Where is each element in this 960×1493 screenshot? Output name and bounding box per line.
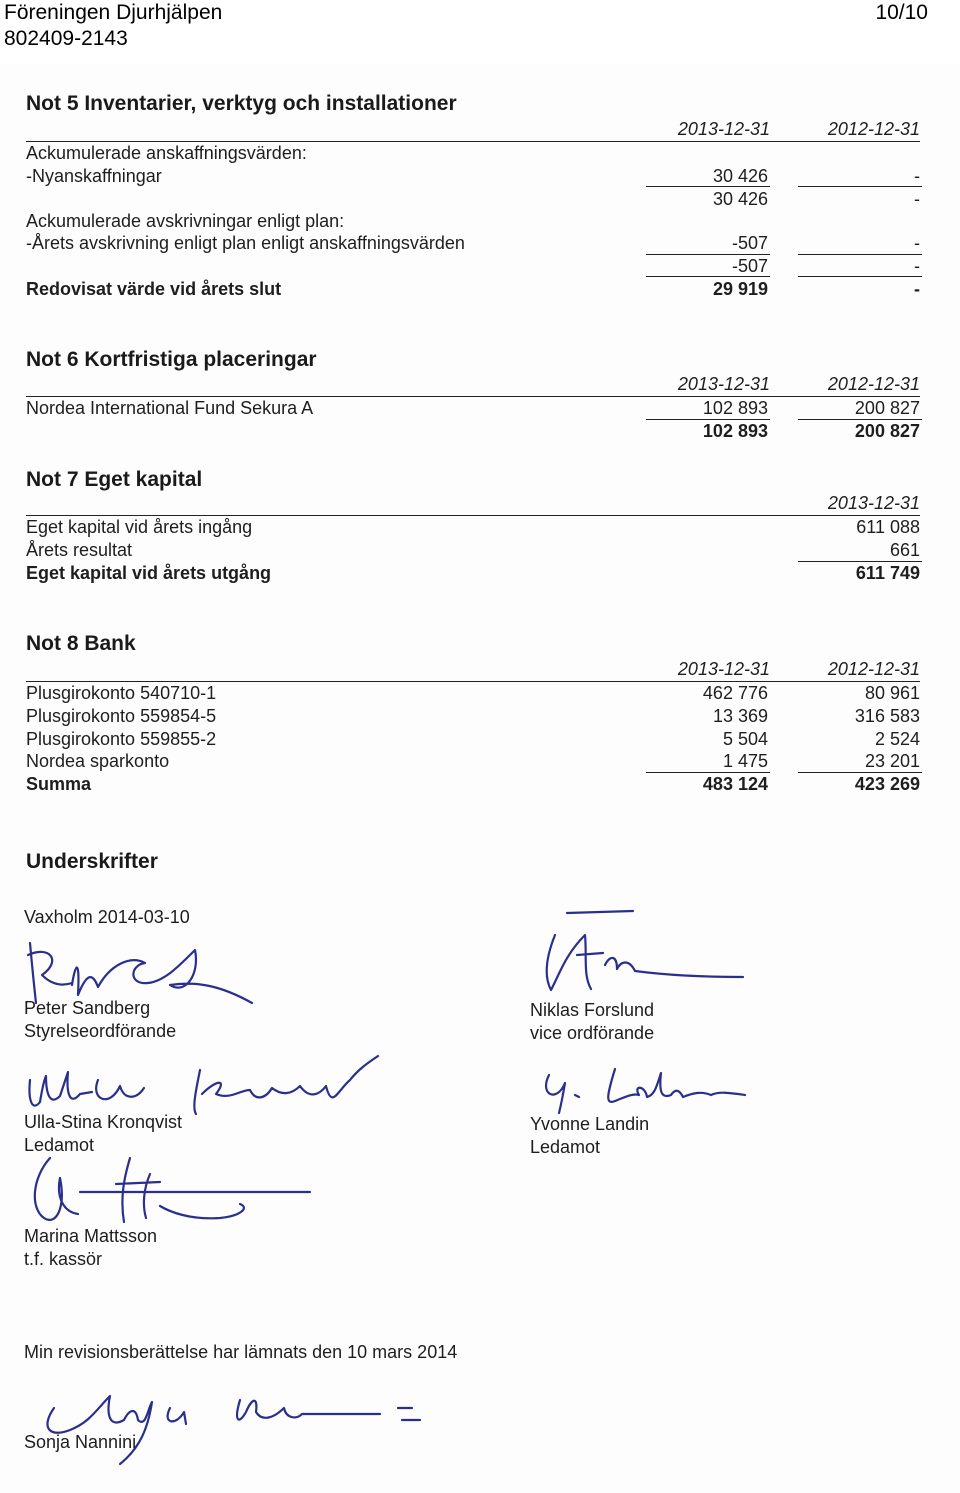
sum-underline xyxy=(798,186,922,187)
note6-value: 200 827 xyxy=(854,398,920,418)
note5-col1-header: 2013-12-31 xyxy=(677,119,770,139)
note8-value: 316 583 xyxy=(854,706,920,726)
note5-label: Ackumulerade avskrivningar enligt plan: xyxy=(26,211,345,231)
note8-value: 2 524 xyxy=(874,729,920,749)
note5-label: Redovisat värde vid årets slut xyxy=(26,279,282,299)
note5-value: 29 919 xyxy=(712,279,768,299)
note5-value: - xyxy=(914,256,920,276)
signer-role: Ledamot xyxy=(24,1135,95,1155)
note5-value: 30 426 xyxy=(712,166,768,186)
signer-name: Niklas Forslund xyxy=(530,1000,655,1020)
note7-label: Eget kapital vid årets ingång xyxy=(26,517,253,537)
page-number: 10/10 xyxy=(875,1,928,24)
signer-role: vice ordförande xyxy=(530,1023,655,1043)
note5-value: -507 xyxy=(731,256,768,276)
note6-col2-header: 2012-12-31 xyxy=(827,374,920,394)
note8-label: Nordea sparkonto xyxy=(26,751,170,771)
signature-yvonne-landin xyxy=(535,1055,765,1115)
sum-underline xyxy=(646,772,770,773)
note8-rule xyxy=(26,681,920,682)
note8-value: 5 504 xyxy=(722,729,768,749)
note5-rule xyxy=(26,141,920,142)
note6-value: 102 893 xyxy=(702,421,768,441)
sum-underline xyxy=(646,254,770,255)
note7-rule xyxy=(26,515,920,516)
place-date: Vaxholm 2014-03-10 xyxy=(24,907,190,927)
auditor-name: Sonja Nannini xyxy=(24,1432,137,1452)
sum-underline xyxy=(798,419,922,420)
signatures-title: Underskrifter xyxy=(26,850,158,873)
note5-label: -Årets avskrivning enligt plan enligt anskaffningsvärden xyxy=(26,233,465,253)
note5-value: - xyxy=(914,166,920,186)
note5-value: - xyxy=(914,233,920,253)
sum-underline xyxy=(646,419,770,420)
signature-niklas-forslund xyxy=(525,905,755,1000)
note5-value: 30 426 xyxy=(712,189,768,209)
note6-col1-header: 2013-12-31 xyxy=(677,374,770,394)
note5-value: - xyxy=(914,189,920,209)
note8-label: Plusgirokonto 559855-2 xyxy=(26,729,217,749)
note5-value: -507 xyxy=(731,233,768,253)
sum-underline xyxy=(798,772,922,773)
note7-label: Eget kapital vid årets utgång xyxy=(26,563,272,583)
note5-title: Not 5 Inventarier, verktyg och installationer xyxy=(26,92,457,115)
note7-col-header: 2013-12-31 xyxy=(827,493,920,513)
note8-label: Plusgirokonto 559854-5 xyxy=(26,706,217,726)
note8-value: 23 201 xyxy=(864,751,920,771)
note6-label: Nordea International Fund Sekura A xyxy=(26,398,314,418)
revision-statement: Min revisionsberättelse har lämnats den 10 mars 2014 xyxy=(24,1342,458,1362)
note8-label: Summa xyxy=(26,774,92,794)
signature-sonja-nannini xyxy=(40,1368,430,1468)
note5-label: -Nyanskaffningar xyxy=(26,166,162,186)
note8-value: 80 961 xyxy=(864,683,920,703)
signer-name: Yvonne Landin xyxy=(530,1114,650,1134)
note6-rule xyxy=(26,396,920,397)
note8-col2-header: 2012-12-31 xyxy=(827,659,920,679)
signature-ulla-stina-kronqvist xyxy=(20,1050,390,1120)
note7-value: 611 749 xyxy=(855,563,920,583)
note8-label: Plusgirokonto 540710-1 xyxy=(26,683,217,703)
note5-col2-header: 2012-12-31 xyxy=(827,119,920,139)
signer-name: Ulla-Stina Kronqvist xyxy=(24,1112,183,1132)
sum-underline xyxy=(798,561,922,562)
note5-label: Ackumulerade anskaffningsvärden: xyxy=(26,143,307,163)
signer-name: Peter Sandberg xyxy=(24,998,151,1018)
note8-title: Not 8 Bank xyxy=(26,632,136,655)
note8-col1-header: 2013-12-31 xyxy=(677,659,770,679)
signer-name: Marina Mattsson xyxy=(24,1226,158,1246)
signer-role: Ledamot xyxy=(530,1137,601,1157)
sum-underline xyxy=(646,276,770,277)
sum-underline xyxy=(798,254,922,255)
note8-value: 1 475 xyxy=(722,751,768,771)
note6-value: 200 827 xyxy=(854,421,920,441)
note5-value: - xyxy=(914,279,920,299)
note8-value: 483 124 xyxy=(702,774,768,794)
sum-underline xyxy=(646,186,770,187)
note7-label: Årets resultat xyxy=(26,540,133,560)
signer-role: Styrelseordförande xyxy=(24,1021,177,1041)
note7-value: 611 088 xyxy=(856,517,920,537)
note6-value: 102 893 xyxy=(702,398,768,418)
signer-role: t.f. kassör xyxy=(24,1249,103,1269)
note8-value: 423 269 xyxy=(854,774,920,794)
note7-value: 661 xyxy=(889,540,920,560)
note6-title: Not 6 Kortfristiga placeringar xyxy=(26,348,317,371)
organization-name: Föreningen Djurhjälpen xyxy=(4,1,223,24)
signature-marina-mattsson xyxy=(20,1148,320,1233)
organization-number: 802409-2143 xyxy=(4,27,128,50)
note8-value: 13 369 xyxy=(712,706,768,726)
note7-title: Not 7 Eget kapital xyxy=(26,468,203,491)
sum-underline xyxy=(798,276,922,277)
note8-value: 462 776 xyxy=(702,683,768,703)
